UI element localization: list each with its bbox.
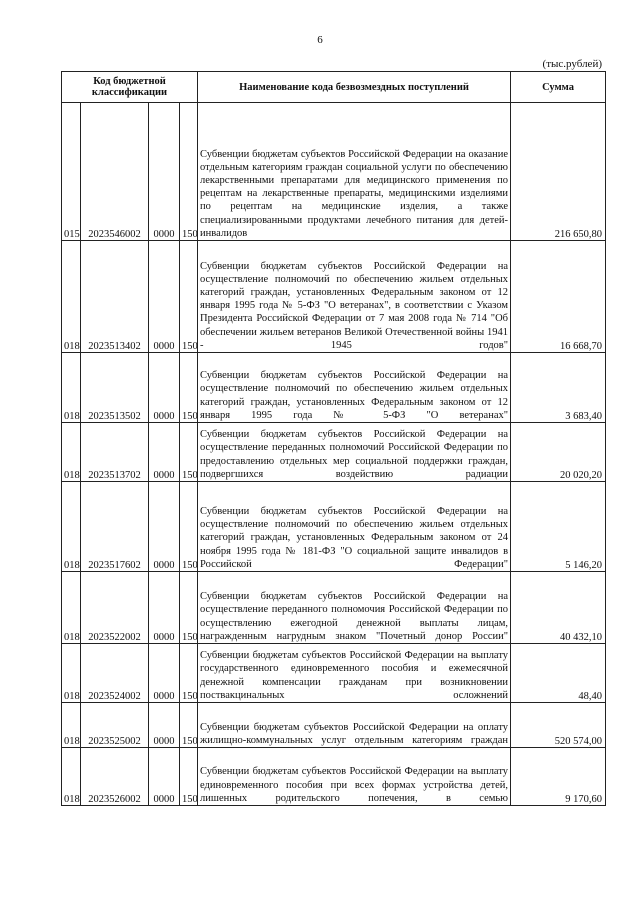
table-row — [62, 482, 606, 572]
revenue-name: Субвенции бюджетам субъектов Российской Федерации на оказание отдельным категориям граждан социальной услуги по обеспечению лекарственными препаратами для медицинского применения по рецептам на лекарственные препараты, медицинскими изделиями по рецептам на медицинские изделия, а также специализированными продуктами лечебного питания для детей-инвалидов — [198, 103, 511, 241]
revenue-name: Субвенции бюджетам субъектов Российской Федерации на осуществление полномочий по обеспечению жильем отдельных категорий граждан, установленных Федеральным законом от 12 января 1995 года № 5-ФЗ "О ветеранах" — [198, 353, 511, 423]
kbk-code: 2023546002 — [81, 103, 149, 241]
amount: 216 650,80 — [511, 103, 606, 241]
amount: 48,40 — [511, 644, 606, 703]
org-code: 018 — [62, 423, 81, 482]
revenue-name: Субвенции бюджетам субъектов Российской Федерации на осуществление переданных полномочий Российской Федерации по предоставлению отдельных мер социальной поддержки граждан, подвергшихся воздействию радиации — [198, 423, 511, 482]
group-code: 150 — [180, 423, 198, 482]
subtype-code: 0000 — [149, 703, 180, 748]
amount: 520 574,00 — [511, 703, 606, 748]
group-code: 150 — [180, 482, 198, 572]
units-label: (тыс.рублей) — [542, 58, 602, 70]
header-code: Код бюджетной классификации — [62, 72, 198, 103]
table-row — [62, 572, 606, 644]
header-name: Наименование кода безвозмездных поступлений — [198, 72, 511, 103]
table-row — [62, 748, 606, 806]
org-code: 018 — [62, 703, 81, 748]
table-row — [62, 241, 606, 353]
group-code: 150 — [180, 572, 198, 644]
kbk-code: 2023513702 — [81, 423, 149, 482]
amount: 9 170,60 — [511, 748, 606, 806]
subtype-code: 0000 — [149, 748, 180, 806]
kbk-code: 2023522002 — [81, 572, 149, 644]
table-header-row — [62, 72, 606, 103]
revenue-name: Субвенции бюджетам субъектов Российской Федерации на осуществление полномочий по обеспечению жильем отдельных категорий граждан, установленных Федеральным законом от 24 ноября 1995 года № 181-ФЗ "О социальной защите инвалидов в Российской Федерации" — [198, 482, 511, 572]
revenue-name: Субвенции бюджетам субъектов Российской Федерации на выплату государственного единовременного пособия и ежемесячной денежной компенсации гражданам при возникновении поствакцинальных осложнений — [198, 644, 511, 703]
group-code: 150 — [180, 748, 198, 806]
table-row — [62, 644, 606, 703]
subtype-code: 0000 — [149, 482, 180, 572]
revenue-name: Субвенции бюджетам субъектов Российской Федерации на осуществление переданного полномочия Российской Федерации по осуществлению ежегодной денежной выплаты лицам, награжденным нагрудным знаком "Почетный донор России" — [198, 572, 511, 644]
amount: 16 668,70 — [511, 241, 606, 353]
group-code: 150 — [180, 703, 198, 748]
subtype-code: 0000 — [149, 572, 180, 644]
amount: 40 432,10 — [511, 572, 606, 644]
group-code: 150 — [180, 353, 198, 423]
org-code: 018 — [62, 644, 81, 703]
subtype-code: 0000 — [149, 423, 180, 482]
org-code: 018 — [62, 572, 81, 644]
kbk-code: 2023525002 — [81, 703, 149, 748]
kbk-code: 2023526002 — [81, 748, 149, 806]
subtype-code: 0000 — [149, 241, 180, 353]
group-code: 150 — [180, 103, 198, 241]
subtype-code: 0000 — [149, 353, 180, 423]
org-code: 018 — [62, 241, 81, 353]
org-code: 018 — [62, 748, 81, 806]
amount: 3 683,40 — [511, 353, 606, 423]
amount: 20 020,20 — [511, 423, 606, 482]
header-sum: Сумма — [511, 72, 606, 103]
subtype-code: 0000 — [149, 644, 180, 703]
group-code: 150 — [180, 241, 198, 353]
group-code: 150 — [180, 644, 198, 703]
budget-table — [61, 71, 606, 806]
kbk-code: 2023517602 — [81, 482, 149, 572]
kbk-code: 2023513402 — [81, 241, 149, 353]
table-row — [62, 103, 606, 241]
revenue-name: Субвенции бюджетам субъектов Российской Федерации на осуществление полномочий по обеспечению жильем отдельных категорий граждан, установленных Федеральным законом от 12 января 1995 года № 5-ФЗ "О ветеранах", в соответствии с Указом Президента Российской Федерации от 7 мая 2008 года № 714 "Об обеспечении жильем ветеранов Великой Отечественной войны 1941 - 1945 годов" — [198, 241, 511, 353]
amount: 5 146,20 — [511, 482, 606, 572]
page-number: 6 — [317, 34, 323, 46]
table-row — [62, 703, 606, 748]
org-code: 018 — [62, 482, 81, 572]
table-row — [62, 423, 606, 482]
kbk-code: 2023513502 — [81, 353, 149, 423]
revenue-name: Субвенции бюджетам субъектов Российской Федерации на оплату жилищно-коммунальных услуг отдельным категориям граждан — [198, 703, 511, 748]
table-row — [62, 353, 606, 423]
revenue-name: Субвенции бюджетам субъектов Российской Федерации на выплату единовременного пособия при всех формах устройства детей, лишенных родительского попечения, в семью — [198, 748, 511, 806]
org-code: 018 — [62, 353, 81, 423]
subtype-code: 0000 — [149, 103, 180, 241]
org-code: 015 — [62, 103, 81, 241]
kbk-code: 2023524002 — [81, 644, 149, 703]
